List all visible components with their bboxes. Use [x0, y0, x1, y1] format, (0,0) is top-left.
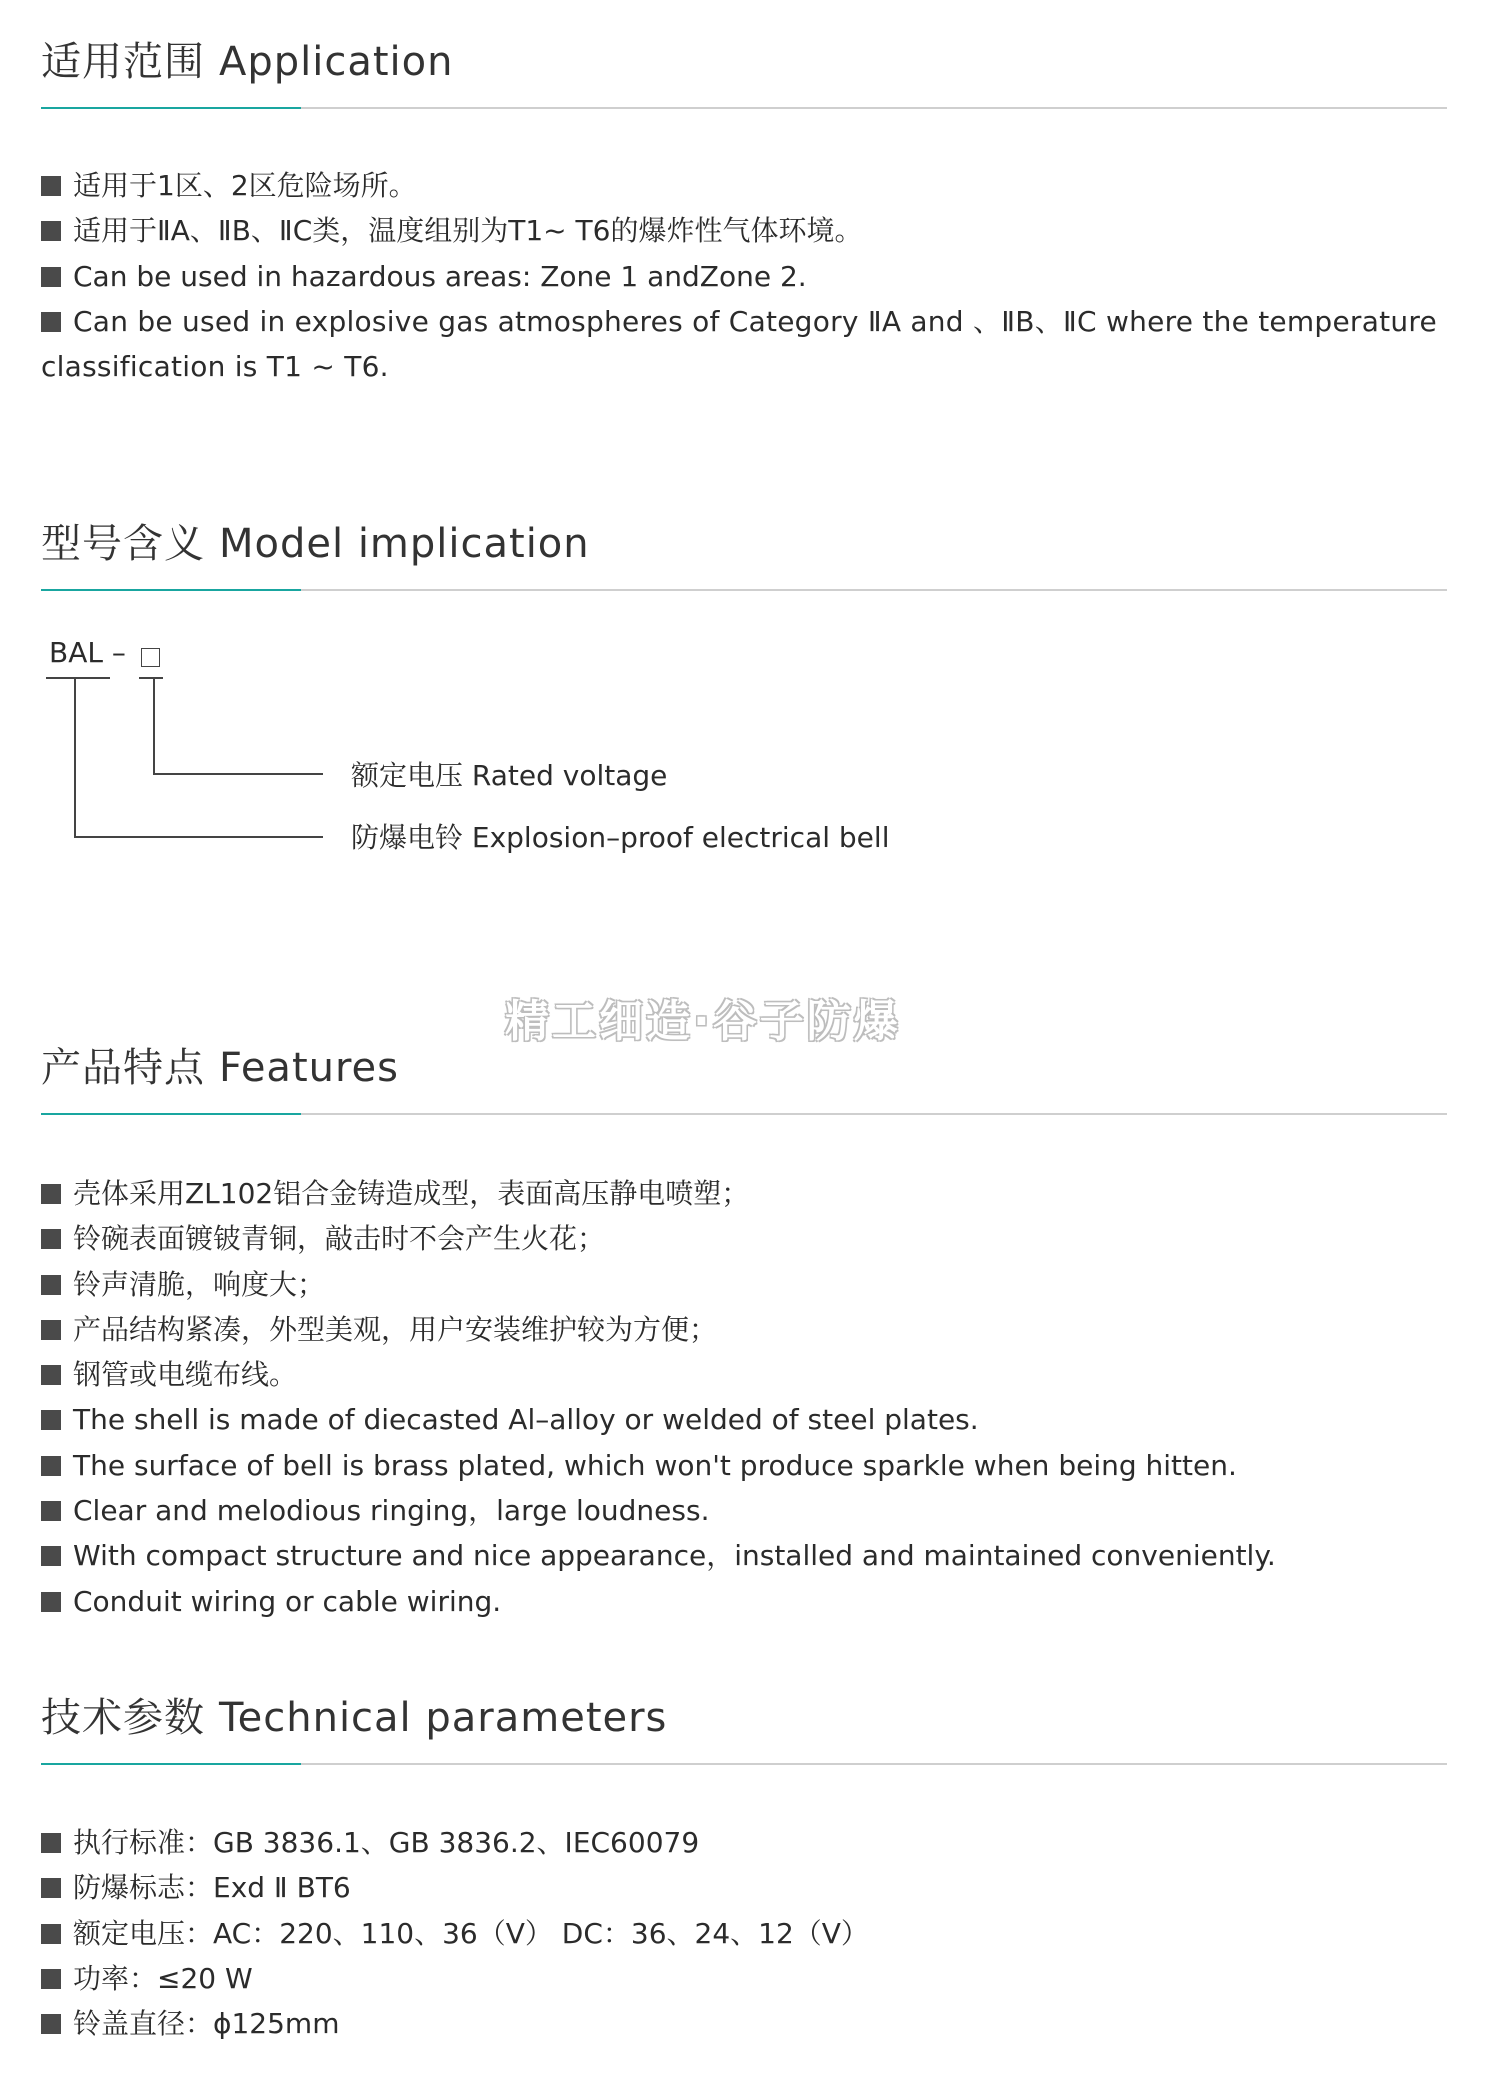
features-heading — [41, 1036, 1447, 1093]
square-bullet-icon — [41, 1184, 61, 1204]
placeholder-box-icon — [141, 648, 160, 667]
square-bullet-icon — [41, 267, 61, 287]
voltage-leader-horizontal — [153, 773, 323, 775]
code-underline — [46, 677, 110, 679]
list-item: 防爆标志：Exd Ⅱ BT6 — [41, 1865, 1451, 1910]
model-code: BAL – — [49, 636, 126, 669]
technical-title-cn: 技术参数 — [41, 1695, 205, 1741]
list-item: The shell is made of diecasted Al–alloy or welded of steel plates. — [41, 1397, 1451, 1442]
square-bullet-icon — [41, 1592, 61, 1612]
list-item: Clear and melodious ringing，large loudness. — [41, 1488, 1451, 1533]
application-divider — [41, 107, 1447, 109]
square-bullet-icon — [41, 1456, 61, 1476]
square-bullet-icon — [41, 1878, 61, 1898]
model-title-cn: 型号含义 — [41, 521, 205, 567]
box-underline — [139, 677, 163, 679]
list-item: 铃碗表面镀铍青铜，敲击时不会产生火花； — [41, 1216, 1451, 1261]
square-bullet-icon — [41, 1546, 61, 1566]
features-title-en: Features — [219, 1045, 399, 1091]
list-item: Can be used in explosive gas atmospheres of Category ⅡA and 、ⅡB、ⅡC where the temperature classification is T1 ~ T6. — [41, 304, 1437, 384]
bell-leader-horizontal — [74, 836, 323, 838]
technical-list — [41, 1820, 1451, 2046]
square-bullet-icon — [41, 2014, 61, 2034]
model-diagram — [41, 636, 941, 856]
application-title-en: Application — [219, 39, 454, 85]
square-bullet-icon — [41, 1410, 61, 1430]
bell-label: 防爆电铃 Explosion–proof electrical bell — [351, 821, 890, 854]
list-item: With compact structure and nice appearance，installed and maintained conveniently. — [41, 1533, 1451, 1578]
rated-voltage-label: 额定电压 Rated voltage — [351, 759, 668, 792]
application-title-cn: 适用范围 — [41, 39, 205, 85]
list-item: 额定电压：AC：220、110、36（V） DC：36、24、12（V） — [41, 1911, 1451, 1956]
watermark-text: 精工细造·谷子防爆 — [505, 996, 901, 1047]
model-divider — [41, 589, 1447, 591]
application-heading — [41, 30, 1447, 87]
list-item: 功率：≤20 W — [41, 1956, 1451, 2001]
model-title-en: Model implication — [219, 521, 590, 567]
square-bullet-icon — [41, 221, 61, 241]
list-item: 壳体采用ZL102铝合金铸造成型，表面高压静电喷塑； — [41, 1171, 1451, 1216]
square-bullet-icon — [41, 1275, 61, 1295]
square-bullet-icon — [41, 1501, 61, 1521]
features-list — [41, 1171, 1451, 1624]
bell-leader-vertical — [74, 678, 76, 838]
list-item: 执行标准：GB 3836.1、GB 3836.2、IEC60079 — [41, 1820, 1451, 1865]
model-heading — [41, 512, 1447, 569]
list-item: 铃盖直径：ϕ125mm — [41, 2001, 1451, 2046]
square-bullet-icon — [41, 1833, 61, 1853]
square-bullet-icon — [41, 1229, 61, 1249]
technical-heading — [41, 1686, 1447, 1743]
square-bullet-icon — [41, 312, 61, 332]
square-bullet-icon — [41, 1365, 61, 1385]
list-item: 适用于1区、2区危险场所。 — [41, 163, 1451, 208]
list-item: 钢管或电缆布线。 — [41, 1352, 1451, 1397]
square-bullet-icon — [41, 1969, 61, 1989]
list-item: 铃声清脆，响度大； — [41, 1262, 1451, 1307]
features-title-cn: 产品特点 — [41, 1045, 205, 1091]
square-bullet-icon — [41, 1320, 61, 1340]
technical-title-en: Technical parameters — [219, 1695, 668, 1741]
application-list — [41, 163, 1451, 389]
list-item: The surface of bell is brass plated, which won't produce sparkle when being hitten. — [41, 1443, 1451, 1488]
square-bullet-icon — [41, 176, 61, 196]
list-item: 适用于ⅡA、ⅡB、ⅡC类，温度组别为T1~ T6的爆炸性气体环境。 — [41, 208, 1451, 253]
voltage-leader-vertical — [153, 678, 155, 775]
features-divider — [41, 1113, 1447, 1115]
square-bullet-icon — [41, 1924, 61, 1944]
technical-divider — [41, 1763, 1447, 1765]
list-item: Conduit wiring or cable wiring. — [41, 1579, 1451, 1624]
list-item: 产品结构紧凑，外型美观，用户安装维护较为方便； — [41, 1307, 1451, 1352]
list-item: Can be used in hazardous areas: Zone 1 andZone 2. — [41, 254, 1451, 299]
